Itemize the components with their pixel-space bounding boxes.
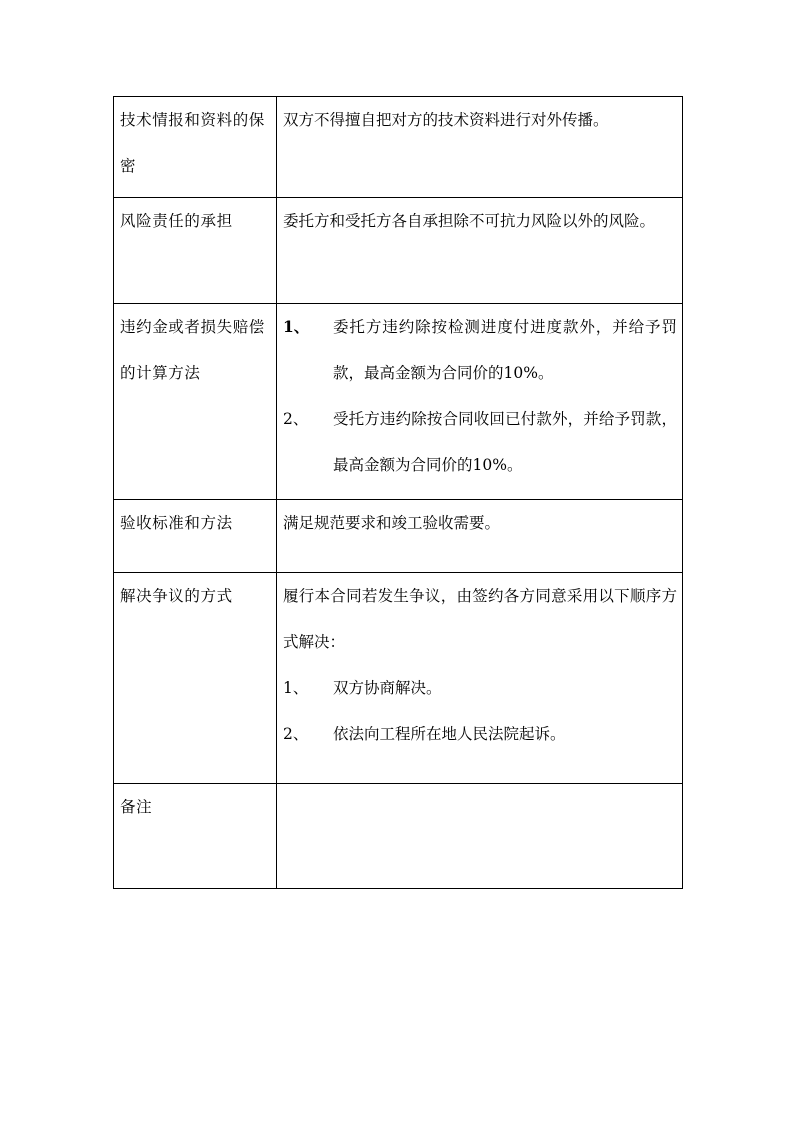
row-content-cell xyxy=(277,198,683,304)
item-number: 1、 xyxy=(283,317,310,336)
row-label: 解决争议的方式 xyxy=(120,587,233,605)
item-number: 2、 xyxy=(283,725,309,743)
item-text: 受托方违约除按合同收回已付款外，并给予罚款，最高金额为合同价的10%。 xyxy=(333,410,677,474)
row-content: 委托方和受托方各自承担除不可抗力风险以外的风险。 xyxy=(283,212,656,230)
list-item xyxy=(283,665,677,711)
row-label: 风险责任的承担 xyxy=(120,212,233,230)
row-content: 双方不得擅自把对方的技术资料进行对外传播。 xyxy=(283,111,609,129)
item-text: 委托方违约除按检测进度付进度款外，并给予罚款，最高金额为合同价的10%。 xyxy=(333,318,677,382)
list-item xyxy=(283,304,677,396)
row-label-cell xyxy=(114,304,277,500)
row-content-cell xyxy=(277,304,683,500)
table-row-remarks xyxy=(114,784,683,889)
table-row-risk-liability xyxy=(114,198,683,304)
row-content: 履行本合同若发生争议，由签约各方同意采用以下顺序方式解决： xyxy=(283,587,677,651)
row-label: 验收标准和方法 xyxy=(120,514,233,532)
row-label-cell xyxy=(114,97,277,198)
list-item xyxy=(283,396,677,488)
item-number: 2、 xyxy=(283,410,309,428)
item-number: 1、 xyxy=(283,679,309,697)
row-content-cell xyxy=(277,573,683,784)
row-content-cell xyxy=(277,500,683,573)
row-label-cell xyxy=(114,573,277,784)
row-label: 备注 xyxy=(120,798,153,816)
row-content-cell xyxy=(277,97,683,198)
list-item xyxy=(283,711,677,757)
table-row-confidentiality xyxy=(114,97,683,198)
row-label-cell xyxy=(114,198,277,304)
row-label: 技术情报和资料的保密 xyxy=(120,111,265,175)
row-content-cell xyxy=(277,784,683,889)
table-row-penalty-calculation xyxy=(114,304,683,500)
table-row-dispute-resolution xyxy=(114,573,683,784)
table-row-acceptance-standards xyxy=(114,500,683,573)
row-label-cell xyxy=(114,500,277,573)
item-text: 双方协商解决。 xyxy=(333,679,442,697)
row-label: 违约金或者损失赔偿的计算方法 xyxy=(120,318,265,382)
row-content: 满足规范要求和竣工验收需要。 xyxy=(283,514,501,532)
row-label-cell xyxy=(114,784,277,889)
item-text: 依法向工程所在地人民法院起诉。 xyxy=(333,725,566,743)
contract-terms-table xyxy=(113,96,683,889)
